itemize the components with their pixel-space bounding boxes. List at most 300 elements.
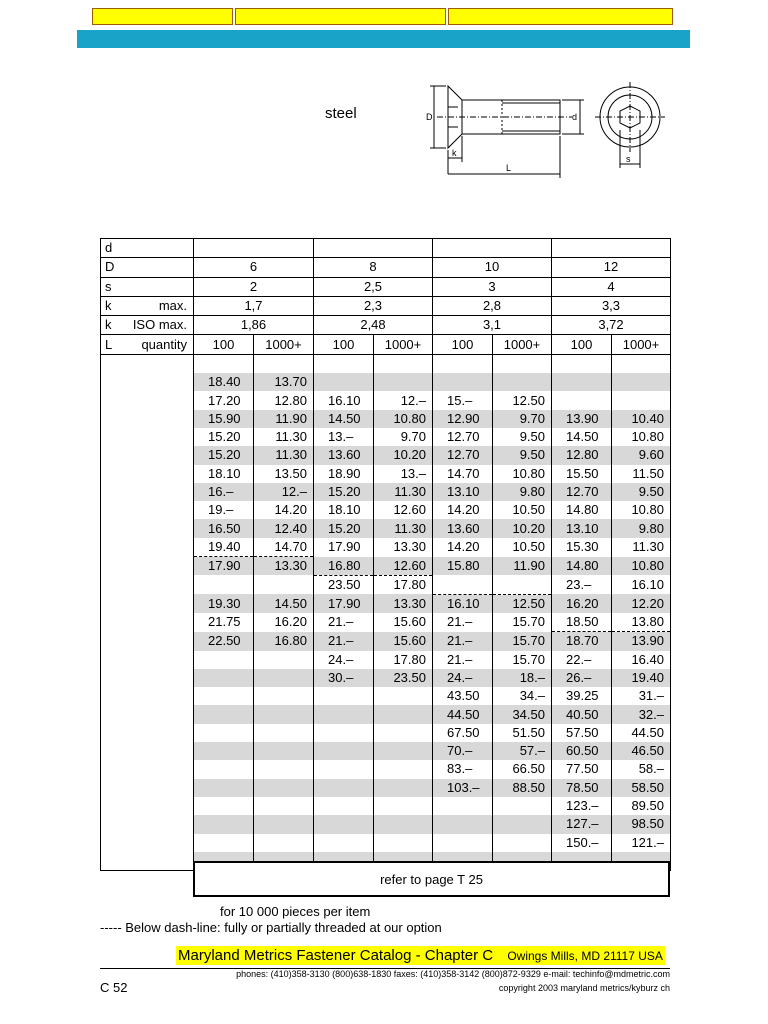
spec-qualifier: ISO max. — [132, 317, 187, 333]
price-cell: 66.50 — [493, 760, 552, 778]
quantity-row-label — [101, 335, 194, 354]
length-cell — [101, 373, 194, 391]
price-cell — [314, 760, 374, 778]
price-cell: 13.– — [374, 465, 433, 483]
price-cell: 14.70 — [254, 538, 314, 557]
price-cell: 17.80 — [374, 651, 433, 669]
spec-value: 2,8 — [433, 296, 552, 315]
price-cell: 15.30 — [552, 538, 612, 557]
price-cell: 12.60 — [374, 501, 433, 519]
price-cell: 23.50 — [374, 669, 433, 687]
price-cell: 11.30 — [374, 519, 433, 537]
length-cell — [101, 557, 194, 576]
price-cell: 89.50 — [612, 797, 671, 815]
quantity-header: 1000+ — [374, 335, 433, 354]
spec-symbol: k — [105, 298, 112, 314]
price-cell: 16.40 — [612, 651, 671, 669]
price-cell: 13.10 — [552, 519, 612, 537]
price-cell — [374, 797, 433, 815]
price-cell: 15.– — [433, 391, 493, 409]
spec-value: 3,1 — [433, 316, 552, 335]
price-cell: 14.80 — [552, 557, 612, 576]
price-cell — [194, 354, 254, 373]
table-row — [101, 669, 671, 687]
table-row — [101, 501, 671, 519]
price-cell — [314, 742, 374, 760]
price-cell: 21.– — [433, 613, 493, 632]
price-cell: 10.20 — [374, 446, 433, 464]
price-cell: 13.90 — [552, 410, 612, 428]
price-cell — [254, 797, 314, 815]
price-cell — [254, 687, 314, 705]
table-row — [101, 391, 671, 409]
price-cell: 9.70 — [493, 410, 552, 428]
dim-label-s: s — [626, 154, 631, 164]
table-row — [101, 797, 671, 815]
price-cell — [493, 575, 552, 594]
price-cell — [254, 354, 314, 373]
price-cell — [194, 669, 254, 687]
table-row — [101, 557, 671, 576]
price-cell — [552, 391, 612, 409]
price-cell — [612, 354, 671, 373]
price-cell — [374, 815, 433, 833]
price-cell: 14.70 — [433, 465, 493, 483]
price-cell — [433, 797, 493, 815]
length-cell — [101, 410, 194, 428]
price-cell: 22.50 — [194, 632, 254, 651]
price-cell — [194, 742, 254, 760]
price-cell: 14.50 — [552, 428, 612, 446]
price-cell: 24.– — [433, 669, 493, 687]
price-cell — [433, 575, 493, 594]
price-cell — [493, 797, 552, 815]
table-row — [101, 742, 671, 760]
price-cell — [374, 779, 433, 797]
price-cell: 16.80 — [314, 557, 374, 576]
price-cell: 67.50 — [433, 724, 493, 742]
length-cell — [101, 797, 194, 815]
price-cell: 14.80 — [552, 501, 612, 519]
length-symbol: L — [105, 336, 113, 352]
price-cell: 15.70 — [493, 613, 552, 632]
price-cell: 17.20 — [194, 391, 254, 409]
table-row — [101, 428, 671, 446]
price-cell — [374, 687, 433, 705]
quantity-header: 100 — [194, 335, 254, 354]
length-cell — [101, 391, 194, 409]
spec-value: 1,7 — [194, 296, 314, 315]
header-tab-2 — [235, 8, 446, 25]
price-cell — [194, 651, 254, 669]
price-cell — [612, 391, 671, 409]
price-cell — [612, 373, 671, 391]
table-row — [101, 724, 671, 742]
spec-value: 2,3 — [314, 296, 433, 315]
spec-value: 1,86 — [194, 316, 314, 335]
length-cell — [101, 446, 194, 464]
price-cell: 21.75 — [194, 613, 254, 632]
price-cell: 16.– — [194, 483, 254, 501]
price-cell: 24.– — [314, 651, 374, 669]
refer-text: refer to page T 25 — [380, 871, 483, 887]
length-cell — [101, 651, 194, 669]
spec-value: 10 — [433, 258, 552, 277]
price-cell — [254, 779, 314, 797]
price-cell: 26.– — [552, 669, 612, 687]
table-row — [101, 575, 671, 594]
price-cell — [374, 373, 433, 391]
price-cell: 18.– — [493, 669, 552, 687]
price-cell: 12.80 — [552, 446, 612, 464]
footer-contact: phones: (410)358-3130 (800)638-1830 faxes: (410)358-3142 (800)872-9329 e-mail: techinfo@mdmetric.com — [236, 969, 670, 979]
price-cell: 10.50 — [493, 538, 552, 557]
countersunk-screw-diagram — [412, 72, 674, 190]
spec-row-label — [101, 316, 194, 335]
length-cell — [101, 724, 194, 742]
price-cell: 18.70 — [552, 632, 612, 651]
spec-value: 3,3 — [552, 296, 671, 315]
price-cell: 18.90 — [314, 465, 374, 483]
price-table — [100, 238, 671, 871]
spec-qualifier: max. — [158, 298, 187, 314]
price-cell — [433, 834, 493, 852]
spec-row-label — [101, 277, 194, 296]
price-cell: 21.– — [314, 613, 374, 632]
price-cell: 30.– — [314, 669, 374, 687]
header-tab-1 — [92, 8, 233, 25]
price-cell: 40.50 — [552, 705, 612, 723]
price-cell: 39.25 — [552, 687, 612, 705]
length-cell — [101, 705, 194, 723]
length-cell — [101, 519, 194, 537]
price-cell — [374, 742, 433, 760]
price-cell — [254, 742, 314, 760]
price-cell — [194, 797, 254, 815]
price-cell: 9.60 — [612, 446, 671, 464]
length-cell — [101, 760, 194, 778]
price-cell: 11.30 — [254, 428, 314, 446]
price-cell — [314, 373, 374, 391]
price-cell: 15.70 — [493, 632, 552, 651]
price-cell: 11.90 — [254, 410, 314, 428]
price-cell: 9.50 — [612, 483, 671, 501]
table-row — [101, 705, 671, 723]
price-cell: 10.20 — [493, 519, 552, 537]
price-cell: 9.80 — [612, 519, 671, 537]
price-cell — [254, 834, 314, 852]
quantity-header: 1000+ — [493, 335, 552, 354]
price-cell: 16.80 — [254, 632, 314, 651]
price-cell: 14.20 — [433, 538, 493, 557]
price-cell — [433, 815, 493, 833]
price-cell: 12.– — [374, 391, 433, 409]
price-cell: 15.20 — [314, 519, 374, 537]
price-cell: 13.50 — [254, 465, 314, 483]
spec-value: 12 — [552, 258, 671, 277]
price-cell: 13.70 — [254, 373, 314, 391]
price-cell: 18.40 — [194, 373, 254, 391]
price-cell: 13.30 — [374, 538, 433, 557]
table-row — [101, 687, 671, 705]
spec-value: 3 — [433, 277, 552, 296]
note-quantity: for 10 000 pieces per item — [220, 904, 371, 919]
table-row — [101, 632, 671, 651]
price-cell: 31.– — [612, 687, 671, 705]
header-banner — [77, 30, 690, 48]
price-cell — [194, 779, 254, 797]
footer-banner — [176, 946, 665, 965]
table-row — [101, 354, 671, 373]
length-cell — [101, 834, 194, 852]
table-row — [101, 594, 671, 613]
price-cell: 19.40 — [612, 669, 671, 687]
spec-value — [194, 239, 314, 258]
price-cell — [254, 705, 314, 723]
quantity-header: 100 — [552, 335, 612, 354]
price-cell: 10.80 — [612, 428, 671, 446]
price-cell: 12.– — [254, 483, 314, 501]
spec-value: 4 — [552, 277, 671, 296]
price-cell — [374, 705, 433, 723]
table-row — [101, 538, 671, 557]
table-row — [101, 465, 671, 483]
screw-drawing — [412, 72, 674, 190]
price-cell: 32.– — [612, 705, 671, 723]
price-cell — [433, 373, 493, 391]
price-cell: 88.50 — [493, 779, 552, 797]
price-cell: 15.20 — [194, 428, 254, 446]
price-cell: 12.70 — [433, 446, 493, 464]
price-cell: 17.80 — [374, 575, 433, 594]
price-cell: 15.60 — [374, 632, 433, 651]
footer-catalog: Fastener Catalog - Chapter C — [296, 947, 494, 964]
length-cell — [101, 852, 194, 871]
price-cell: 127.– — [552, 815, 612, 833]
spec-symbol: d — [105, 240, 113, 256]
price-cell: 83.– — [433, 760, 493, 778]
price-cell — [314, 354, 374, 373]
price-cell: 11.90 — [493, 557, 552, 576]
dim-label-k: k — [452, 148, 457, 158]
price-cell — [314, 724, 374, 742]
price-cell: 12.50 — [493, 594, 552, 613]
price-cell — [254, 575, 314, 594]
price-cell: 11.30 — [254, 446, 314, 464]
price-cell — [254, 760, 314, 778]
price-cell: 44.50 — [612, 724, 671, 742]
length-cell — [101, 538, 194, 557]
length-cell — [101, 501, 194, 519]
length-cell — [101, 613, 194, 632]
spec-value: 2,5 — [314, 277, 433, 296]
length-cell — [101, 742, 194, 760]
price-cell: 10.80 — [374, 410, 433, 428]
price-cell: 10.80 — [493, 465, 552, 483]
price-cell: 15.90 — [194, 410, 254, 428]
price-cell: 21.– — [314, 632, 374, 651]
price-cell — [493, 815, 552, 833]
price-cell: 78.50 — [552, 779, 612, 797]
spec-value: 2 — [194, 277, 314, 296]
table-row — [101, 373, 671, 391]
price-cell: 17.90 — [194, 557, 254, 576]
price-cell — [374, 724, 433, 742]
price-cell: 21.– — [433, 651, 493, 669]
price-cell: 13.– — [314, 428, 374, 446]
price-cell: 103.– — [433, 779, 493, 797]
price-cell: 12.20 — [612, 594, 671, 613]
price-cell — [254, 669, 314, 687]
price-cell: 19.– — [194, 501, 254, 519]
price-cell: 23.50 — [314, 575, 374, 594]
price-cell: 60.50 — [552, 742, 612, 760]
table-row — [101, 446, 671, 464]
dim-label-D: D — [426, 112, 433, 122]
price-cell — [194, 705, 254, 723]
length-cell — [101, 354, 194, 373]
table-row — [101, 760, 671, 778]
spec-symbol: k — [105, 317, 112, 333]
price-cell: 70.– — [433, 742, 493, 760]
price-cell: 13.60 — [314, 446, 374, 464]
price-cell: 51.50 — [493, 724, 552, 742]
price-cell: 9.50 — [493, 428, 552, 446]
price-cell: 13.10 — [433, 483, 493, 501]
price-cell: 10.50 — [493, 501, 552, 519]
quantity-label: quantity — [141, 336, 187, 352]
price-cell: 57.– — [493, 742, 552, 760]
length-cell — [101, 575, 194, 594]
note-dash-line: ----- Below dash-line: fully or partially threaded at our option — [100, 920, 442, 935]
price-cell — [493, 834, 552, 852]
price-cell: 12.70 — [552, 483, 612, 501]
length-cell — [101, 815, 194, 833]
price-cell: 16.50 — [194, 519, 254, 537]
price-cell: 98.50 — [612, 815, 671, 833]
price-cell: 19.40 — [194, 538, 254, 557]
price-cell: 44.50 — [433, 705, 493, 723]
table-row — [101, 779, 671, 797]
spec-value — [433, 239, 552, 258]
price-cell — [194, 575, 254, 594]
price-cell — [493, 373, 552, 391]
price-cell: 123.– — [552, 797, 612, 815]
length-cell — [101, 428, 194, 446]
price-cell: 150.– — [552, 834, 612, 852]
price-cell: 17.90 — [314, 538, 374, 557]
spec-value — [552, 239, 671, 258]
price-cell: 12.60 — [374, 557, 433, 576]
price-cell — [314, 797, 374, 815]
price-cell: 121.– — [612, 834, 671, 852]
spec-symbol: s — [105, 278, 112, 294]
dim-label-L: L — [506, 163, 512, 173]
table-row — [101, 815, 671, 833]
spec-value: 3,72 — [552, 316, 671, 335]
table-row — [101, 651, 671, 669]
spec-value — [314, 239, 433, 258]
price-cell: 14.50 — [254, 594, 314, 613]
price-cell: 12.80 — [254, 391, 314, 409]
quantity-header: 100 — [314, 335, 374, 354]
spec-value: 6 — [194, 258, 314, 277]
length-cell — [101, 465, 194, 483]
price-cell: 18.50 — [552, 613, 612, 632]
price-cell: 12.90 — [433, 410, 493, 428]
price-cell: 57.50 — [552, 724, 612, 742]
price-cell — [254, 724, 314, 742]
spec-row-label — [101, 239, 194, 258]
price-cell — [374, 354, 433, 373]
spec-value: 8 — [314, 258, 433, 277]
length-cell — [101, 687, 194, 705]
price-cell — [433, 354, 493, 373]
price-cell: 14.20 — [254, 501, 314, 519]
footer-location: Owings Mills, MD 21117 USA — [507, 949, 663, 963]
price-cell — [194, 724, 254, 742]
price-cell: 13.80 — [612, 613, 671, 632]
length-cell — [101, 632, 194, 651]
length-cell — [101, 594, 194, 613]
price-cell: 10.80 — [612, 501, 671, 519]
spec-value: 2,48 — [314, 316, 433, 335]
price-cell: 18.10 — [194, 465, 254, 483]
price-cell — [552, 373, 612, 391]
price-cell — [374, 834, 433, 852]
price-cell: 22.– — [552, 651, 612, 669]
price-cell: 10.40 — [612, 410, 671, 428]
price-cell: 13.30 — [374, 594, 433, 613]
price-cell: 16.10 — [314, 391, 374, 409]
price-cell: 12.70 — [433, 428, 493, 446]
table-row — [101, 613, 671, 632]
price-cell — [314, 779, 374, 797]
price-cell: 34.50 — [493, 705, 552, 723]
price-cell: 13.60 — [433, 519, 493, 537]
price-cell: 15.70 — [493, 651, 552, 669]
price-cell — [314, 705, 374, 723]
price-cell — [194, 760, 254, 778]
table-row — [101, 483, 671, 501]
price-cell: 14.50 — [314, 410, 374, 428]
price-cell: 11.30 — [374, 483, 433, 501]
price-cell: 58.– — [612, 760, 671, 778]
price-cell — [493, 354, 552, 373]
footer-company: Maryland Metrics — [178, 947, 293, 964]
price-cell: 77.50 — [552, 760, 612, 778]
table-row — [101, 834, 671, 852]
price-cell — [254, 815, 314, 833]
price-cell: 9.80 — [493, 483, 552, 501]
price-cell: 14.20 — [433, 501, 493, 519]
table-row — [101, 410, 671, 428]
page-number: C 52 — [100, 980, 128, 995]
quantity-header: 100 — [433, 335, 493, 354]
material-label: steel — [325, 105, 357, 122]
price-cell — [314, 834, 374, 852]
price-cell: 15.60 — [374, 613, 433, 632]
price-cell: 15.50 — [552, 465, 612, 483]
dim-label-d: d — [572, 112, 578, 122]
price-cell: 15.80 — [433, 557, 493, 576]
price-cell: 13.30 — [254, 557, 314, 576]
length-cell — [101, 779, 194, 797]
price-cell — [194, 815, 254, 833]
price-cell: 15.20 — [194, 446, 254, 464]
spec-symbol: D — [105, 259, 115, 275]
price-cell: 12.50 — [493, 391, 552, 409]
